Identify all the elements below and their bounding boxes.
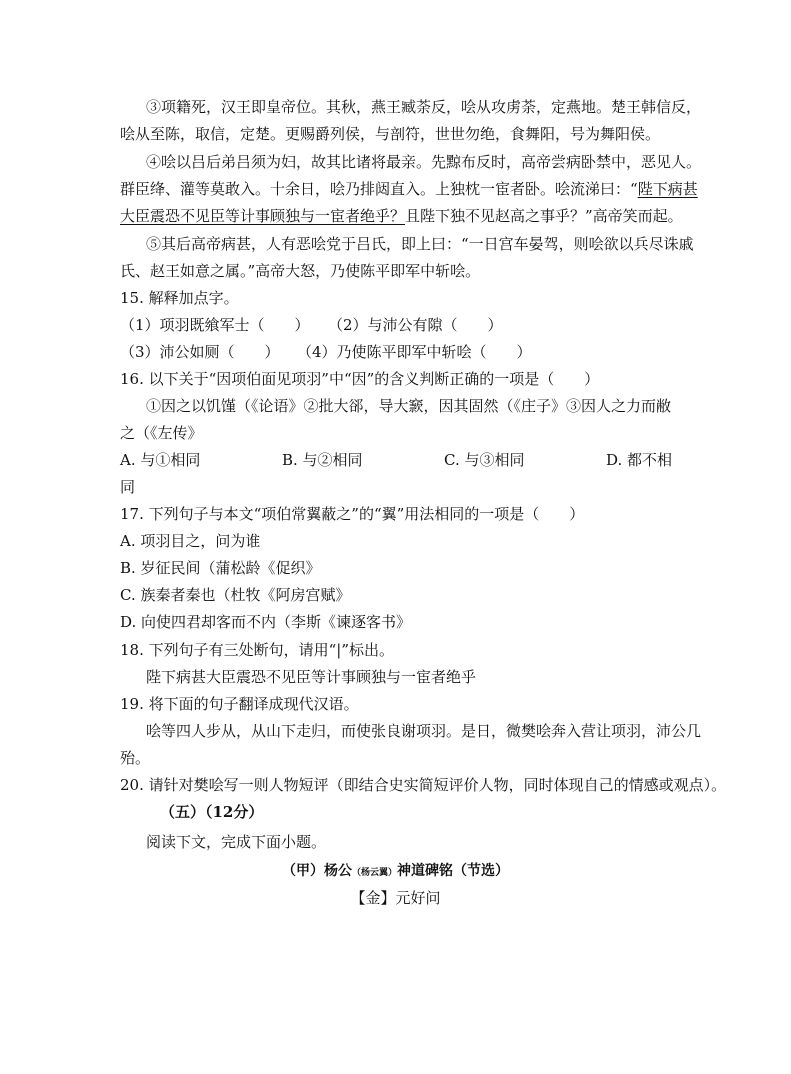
q19-line1: 哙等四人步从，从山下走归，而使张良谢项羽。是日，微樊哙奔入营让项羽，沛公几 [146, 722, 702, 740]
underlined-sentence-part1: 陛下病甚 [637, 180, 698, 198]
question-17: 17. 下列句子与本文“项伯常翼蔽之”的“翼”用法相同的一项是（ ） [120, 505, 585, 523]
question-16: 16. 以下关于“因项伯面见项羽”中“因”的含义判断正确的一项是（ ） [120, 370, 600, 388]
text-title [0, 861, 791, 883]
q16-option-b: B. 与②相同 [282, 451, 363, 469]
q18-sentence: 陛下病甚大臣震恐不见臣等计事顾独与一宦者绝乎 [146, 668, 477, 686]
q16-option-c: C. 与③相同 [444, 451, 525, 469]
underlined-sentence-part2: 大臣震恐不见臣等计事顾独与一宦者绝乎？ [120, 207, 406, 225]
question-15: 15. 解释加点字。 [120, 289, 239, 307]
passage-p4-line2-text: 群臣绛、灌等莫敢入。十余日，哙乃排闼直入。上独枕一宦者卧。哙流涕曰：“ [120, 180, 638, 198]
q15-item-3: （3）沛公如厕（ ） [120, 343, 280, 361]
q19-line2: 殆。 [120, 749, 151, 767]
q17-option-a: A. 项羽目之，问为谁 [120, 532, 261, 550]
passage-p3-line1: ③项籍死，汉王即皇帝位。其秋，燕王臧荼反，哙从攻虏荼，定燕地。楚王韩信反， [146, 98, 702, 116]
q16-option-d: D. 都不相 [606, 451, 673, 469]
passage-p4-line3-text: 且陛下独不见赵高之事乎？”高帝笑而起。 [405, 207, 683, 225]
q16-line2: 之（《左传》 [120, 424, 203, 442]
q15-item-4: （4）乃使陈平即军中斩哙（ ） [297, 343, 532, 361]
question-18: 18. 下列句子有三处断句，请用“|”标出。 [120, 641, 395, 659]
text-title-pre: （甲）杨公 [281, 863, 352, 879]
q17-option-b: B. 岁征民间（蒲松龄《促织》 [120, 559, 321, 577]
q15-item-2: （2）与沛公有隙（ ） [328, 316, 503, 334]
text-title-note: （杨云翼） [351, 868, 397, 878]
q17-option-d: D. 向使四君却客而不内（李斯《谏逐客书》 [120, 613, 412, 631]
text-author: 【金】元好问 [350, 889, 441, 907]
text-title-post: 神道碑铭（节选） [397, 863, 509, 879]
passage-p5-line2: 氏、赵王如意之属。”高帝大怒，乃使陈平即军中斩哙。 [120, 262, 481, 280]
section-5-heading: （五）（12分） [160, 803, 264, 821]
section-5-instruction: 阅读下文，完成下面小题。 [146, 833, 327, 851]
passage-p4-line3 [120, 206, 683, 226]
question-20: 20. 请针对樊哙写一则人物短评（即结合史实简短评价人物，同时体现自己的情感或观点）。 [120, 776, 727, 794]
passage-p4-line2 [120, 179, 698, 199]
passage-p4-line1: ④哙以吕后弟吕须为妇，故其比诸将最亲。先黥布反时，高帝尝病卧禁中，恶见人。 [146, 153, 702, 171]
q16-option-d-cont: 同 [120, 478, 136, 496]
q15-item-1: （1）项羽既飨军士（ ） [120, 316, 310, 334]
question-19: 19. 将下面的句子翻译成现代汉语。 [120, 695, 359, 713]
q16-option-a: A. 与①相同 [120, 451, 201, 469]
passage-p5-line1: ⑤其后高帝病甚，人有恶哙党于吕氏，即上曰：“一日宫车晏驾，则哙欲以兵尽诛戚 [146, 235, 694, 253]
passage-p3-line2: 哙从至陈，取信，定楚。更赐爵列侯，与剖符，世世勿绝，食舞阳，号为舞阳侯。 [120, 125, 661, 143]
q17-option-c: C. 族秦者秦也（杜牧《阿房宫赋》 [120, 586, 351, 604]
q16-line1: ①因之以饥馑（《论语》②批大郤，导大窾，因其固然（《庄子》③因人之力而敝 [146, 397, 672, 415]
